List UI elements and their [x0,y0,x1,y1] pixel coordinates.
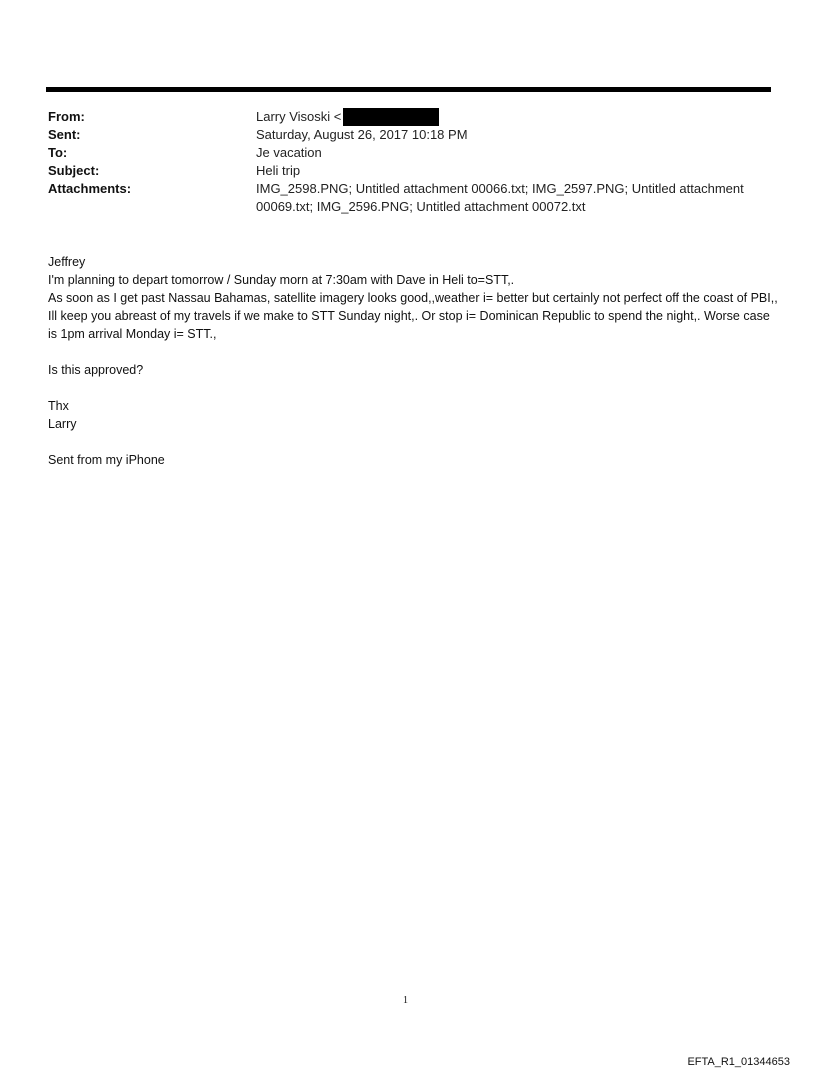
page-number: 1 [403,995,408,1006]
header-row-attachments [48,180,771,216]
signoff-thanks: Thx [48,399,69,413]
header-label: Sent: [48,127,81,142]
header-row-to [48,144,771,162]
header-value-attachments: IMG_2598.PNG; Untitled attachment 00066.txt; IMG_2597.PNG; Untitled attachment 00069.txt; IMG_2596.PNG; Untitled attachment 00072.txt [256,181,744,214]
header-value-subject: Heli trip [256,163,301,178]
approval-question: Is this approved? [48,363,144,377]
redaction-box [343,108,439,126]
header-label: From: [48,109,85,124]
header-label: Attachments: [48,181,132,196]
header-row-subject [48,162,771,180]
body-paragraph: As soon as I get past Nassau Bahamas, satellite imagery looks good,,weather i= better but certainly not perfect off the coast of PBI,, Ill keep you abreast of my travels if we make to STT Sunday night,. Or stop i= Dominican Republic to spend the night,. Worse case is 1pm arrival Monday i= STT., [48,291,778,341]
header-row-sent [48,126,771,144]
header-label: To: [48,145,68,160]
header-label: Subject: [48,163,100,178]
mobile-signature: Sent from my iPhone [48,453,165,467]
body-line: I'm planning to depart tomorrow / Sunday morn at 7:30am with Dave in Heli to=STT,. [48,273,515,287]
email-header-block [48,108,771,216]
signoff-name: Larry [48,417,77,431]
header-divider-rule [46,87,771,92]
header-value-sent: Saturday, August 26, 2017 10:18 PM [256,127,468,142]
email-body [48,253,778,469]
sender-name: Larry Visoski < [256,109,342,124]
bates-number: EFTA_R1_01344653 [687,1056,790,1068]
greeting: Jeffrey [48,255,86,269]
header-row-from [48,108,771,126]
header-value-to: Je vacation [256,145,322,160]
header-value-from [256,108,771,126]
